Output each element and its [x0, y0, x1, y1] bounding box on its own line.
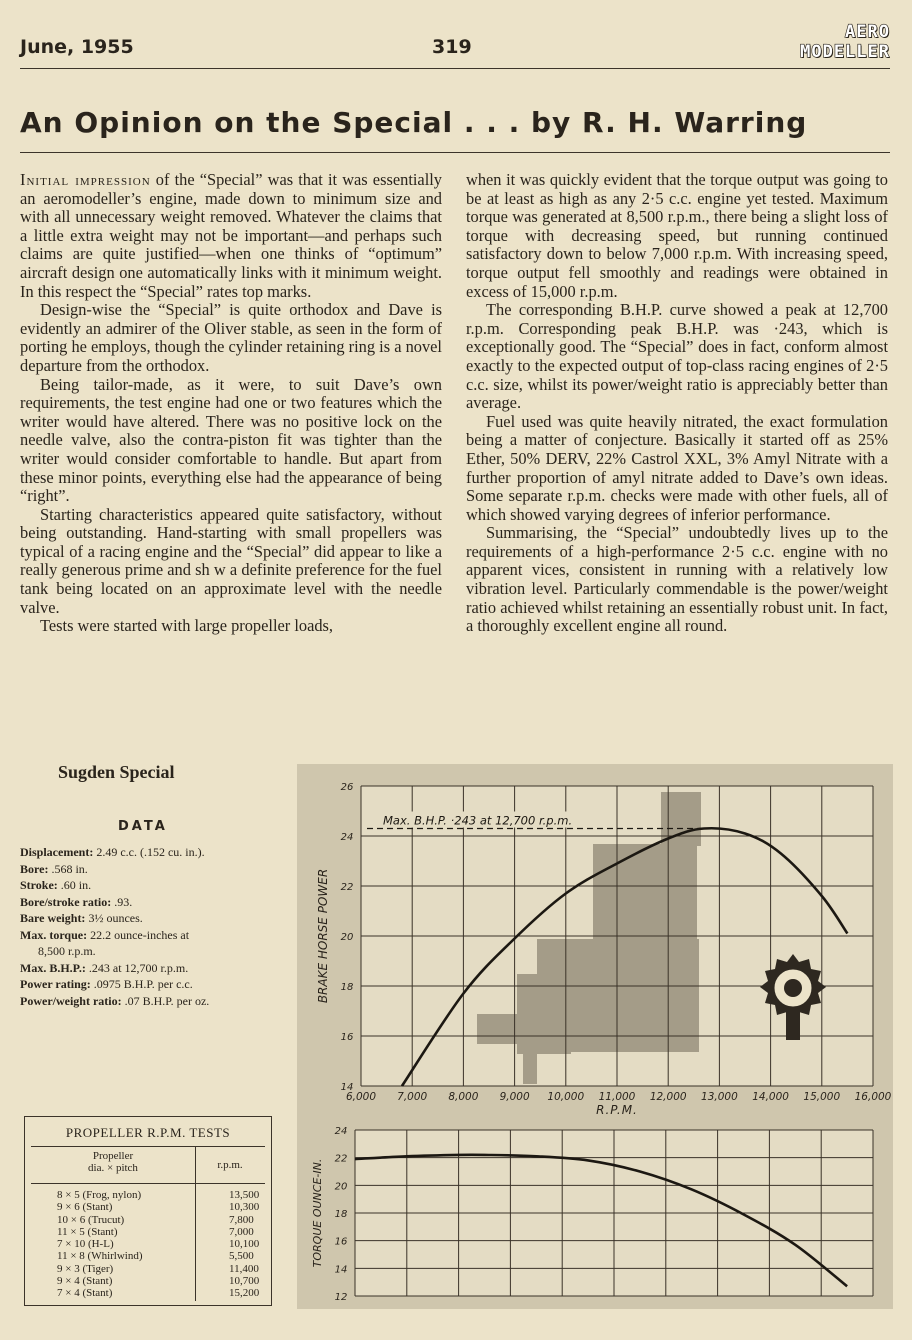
- engine-name: Sugden Special: [58, 762, 175, 782]
- paragraph: Summarising, the “Special” undoubtedly lives up to the requirements of a high-performance 2·5 c.c. engine with no apparent vices, consistent in running with a relatively low vibration level. Particularly commendable is the power/weight ratio achieved whilst retaining an essentially robust unit. In fact, a thoroughly excellent engine all round.: [466, 523, 888, 636]
- rpm-value: 5,500: [229, 1250, 254, 1263]
- rpm-value: 10,700: [229, 1275, 260, 1288]
- x-tick-label: 12,000: [649, 1091, 687, 1103]
- data-row: [20, 894, 280, 911]
- data-value: 8,500 r.p.m.: [38, 944, 96, 958]
- propeller-size: 11 × 8 (Whirlwind): [57, 1250, 143, 1263]
- data-value: 22.2 ounce-inches at: [87, 927, 190, 942]
- magazine-logo: [800, 22, 890, 62]
- data-row: [20, 943, 280, 960]
- y-tick-label: 18: [340, 982, 354, 993]
- paragraph: Fuel used was quite heavily nitrated, the exact formulation being a matter of conjecture. Basically it started off as 25% Ether, 50% DERV, 22% Castrol XXL, 3% Amyl Nitrate with a further proportion of amyl nitrate added to Dave’s own ideas. Some separate r.p.m. checks were made with other fuels, all of which showed varying degrees of inferior performance.: [466, 411, 888, 524]
- y-tick-label: 20: [340, 932, 354, 943]
- performance-charts: [297, 764, 893, 1309]
- data-label: Max. B.H.P.:: [20, 960, 86, 975]
- article-column-2: [466, 171, 888, 636]
- data-label: Stroke:: [20, 878, 58, 892]
- rpm-value: 13,500: [229, 1189, 260, 1201]
- x-tick-label: 6,000: [345, 1091, 377, 1103]
- propeller-table: [24, 1116, 272, 1306]
- engine-data-block: [20, 762, 280, 1009]
- rpm-value: 7,000: [229, 1225, 254, 1238]
- col-header-rpm: r.p.m.: [217, 1159, 243, 1171]
- data-row: [20, 910, 280, 927]
- col-header-line-2: dia. × pitch: [88, 1162, 138, 1174]
- top-rule: [20, 68, 890, 69]
- issue-date: June, 1955: [20, 36, 134, 58]
- data-value: .60 in.: [57, 878, 92, 892]
- paragraph: The corresponding B.H.P. curve showed a peak at 12,700 r.p.m. Corresponding peak B.H.P. was ·243, which is exceptionally good. The “Special” does in fact, conform almost exactly to the expected output of top-class racing engines of 2·5 c.c. size, whilst its power/weight ratio is appreciably better than average.: [466, 300, 888, 413]
- data-value: .243 at 12,700 r.p.m.: [85, 960, 189, 975]
- propeller-size: 9 × 4 (Stant): [57, 1275, 113, 1288]
- table-row: [31, 1263, 265, 1275]
- data-value: .07 B.H.P. per oz.: [121, 993, 210, 1008]
- y-tick-label: 14: [340, 1082, 354, 1093]
- x-axis-label: R.P.M.: [596, 1103, 638, 1117]
- y-tick-label: 16: [334, 1236, 348, 1248]
- annotation-text: Max. B.H.P. ·243 at 12,700 r.p.m.: [383, 813, 573, 828]
- rpm-value: 7,800: [229, 1213, 254, 1226]
- data-value: .0975 B.H.P. per c.c.: [90, 977, 193, 991]
- propeller-table-title: PROPELLER R.P.M. TESTS: [65, 1125, 231, 1140]
- rpm-value: 15,200: [229, 1287, 260, 1300]
- data-row: [20, 861, 280, 878]
- data-heading: DATA: [118, 819, 168, 834]
- title-rule: [20, 152, 890, 153]
- propeller-table-header: [31, 1146, 265, 1184]
- logo-line-2: MODELLER: [800, 42, 890, 62]
- lead-in: Initial impression: [20, 170, 151, 189]
- data-row: [20, 976, 280, 993]
- paragraph: Being tailor-made, as it were, to suit Dave’s own requirements, the test engine had one or two features which the writer would have altered. There was no positive lock on the needle valve, also the contra-piston fit was tighter than the writer would consider comfortable to handle. But apart from these minor points, everything else had the appearance of being “right”.: [20, 374, 442, 506]
- y-tick-label: 12: [334, 1292, 348, 1303]
- logo-line-1: AERO: [845, 22, 890, 42]
- y-tick-label: 26: [340, 782, 354, 793]
- y-tick-label: 22: [334, 1153, 348, 1165]
- x-tick-label: 9,000: [499, 1091, 530, 1103]
- table-row: [31, 1189, 265, 1201]
- col-header-line-1: Propeller: [92, 1150, 134, 1162]
- bhp-chart: [316, 782, 892, 1117]
- x-tick-label: 11,000: [598, 1091, 636, 1103]
- data-row: [20, 993, 280, 1010]
- data-row: [20, 877, 280, 894]
- data-row: [20, 927, 280, 944]
- data-label: Bare weight:: [20, 911, 86, 925]
- torque-chart: [311, 1126, 873, 1303]
- table-row: [31, 1238, 265, 1250]
- propeller-size: 11 × 5 (Stant): [57, 1225, 118, 1238]
- y-tick-label: 24: [334, 1126, 348, 1137]
- y-axis-label: BRAKE HORSE POWER: [316, 868, 330, 1004]
- data-row: [20, 960, 280, 977]
- table-row: [31, 1214, 265, 1226]
- x-tick-label: 13,000: [701, 1091, 738, 1103]
- paragraph: [20, 171, 442, 301]
- x-tick-label: 10,000: [547, 1091, 585, 1103]
- paragraph: Tests were started with large propeller loads,: [40, 616, 334, 636]
- y-axis-label: TORQUE OUNCE-IN.: [311, 1158, 324, 1268]
- page-number: 319: [432, 36, 472, 58]
- data-value: 3½ ounces.: [85, 911, 143, 925]
- x-tick-label: 16,000: [854, 1091, 892, 1103]
- table-row: [31, 1201, 265, 1213]
- x-tick-label: 15,000: [803, 1091, 841, 1103]
- x-tick-label: 8,000: [448, 1091, 479, 1103]
- article-title: An Opinion on the Special . . . by R. H. Warring: [20, 106, 808, 139]
- table-row: [31, 1250, 265, 1262]
- table-row: [31, 1275, 265, 1287]
- x-tick-label: 7,000: [397, 1091, 428, 1103]
- paragraph-text: of the “Special” was that it was essentially an aeromodeller’s engine, made down to minimum size and with all unnecessary weight removed. Whatever the claims that a little extra weight may not be important—and perhaps such claims are quite justified—when one thinks of “optimum” aircraft design one automatically links with it minimum weight. In this respect the “Special” rates top marks.: [20, 170, 442, 301]
- data-label: Max. torque:: [20, 927, 88, 942]
- y-tick-label: 22: [340, 882, 354, 893]
- propeller-size: 7 × 10 (H-L): [57, 1238, 114, 1251]
- data-value: .568 in.: [48, 861, 88, 876]
- y-tick-label: 24: [340, 832, 354, 843]
- charts-svg: [297, 764, 893, 1309]
- data-label: Bore:: [20, 861, 49, 876]
- article-column-1: [20, 171, 442, 636]
- y-tick-label: 14: [334, 1264, 348, 1276]
- rpm-value: 10,100: [229, 1238, 260, 1251]
- x-tick-label: 14,000: [752, 1091, 789, 1103]
- data-value: 2.49 c.c. (.152 cu. in.).: [93, 845, 205, 859]
- propeller-size: 9 × 3 (Tiger): [57, 1262, 114, 1275]
- y-tick-label: 16: [340, 1032, 354, 1043]
- y-tick-label: 18: [334, 1209, 348, 1220]
- data-value: .93.: [111, 894, 133, 909]
- propeller-size: 7 × 4 (Stant): [57, 1287, 113, 1300]
- table-row: [31, 1226, 265, 1238]
- data-rows: [20, 844, 280, 1009]
- data-row: [20, 844, 280, 861]
- propeller-size: 8 × 5 (Frog, nylon): [57, 1189, 142, 1201]
- paragraph: when it was quickly evident that the torque output was going to be at least as high as any 2·5 c.c. engine yet tested. Maximum torque was generated at 8,500 r.p.m., there being a slight loss of torque with decreasing speed, but running continued satisfactory down to below 7,000 r.p.m. With increasing speed, torque output fell smoothly and readings were obtained in excess of 15,000 r.p.m.: [466, 170, 888, 301]
- col-header-propeller: [31, 1150, 195, 1174]
- rpm-value: 10,300: [229, 1201, 260, 1214]
- data-label: Displacement:: [20, 845, 94, 859]
- paragraph: Design-wise the “Special” is quite orthodox and Dave is evidently an admirer of the Oliver stable, as seen in the form of porting he employs, though the cylinder retaining ring is a novel departure from the orthodox.: [20, 300, 442, 375]
- propeller-size: 10 × 6 (Trucut): [57, 1213, 125, 1226]
- page-header: [0, 0, 912, 70]
- propeller-size: 9 × 6 (Stant): [57, 1201, 113, 1214]
- data-label: Power rating:: [20, 977, 91, 991]
- rpm-value: 11,400: [229, 1262, 259, 1275]
- data-label: Bore/stroke ratio:: [20, 894, 112, 909]
- table-row: [31, 1287, 265, 1299]
- y-tick-label: 20: [334, 1181, 348, 1193]
- paragraph: Starting characteristics appeared quite satisfactory, without being outstanding. Hand-starting with small propellers was typical of a racing engine and the “Special” did appear to like a really generous prime and sh w a definite preference for the fuel tank being located on an approximate level with the needle valve.: [20, 504, 442, 617]
- propeller-rows: [31, 1189, 265, 1300]
- data-label: Power/weight ratio:: [20, 993, 122, 1008]
